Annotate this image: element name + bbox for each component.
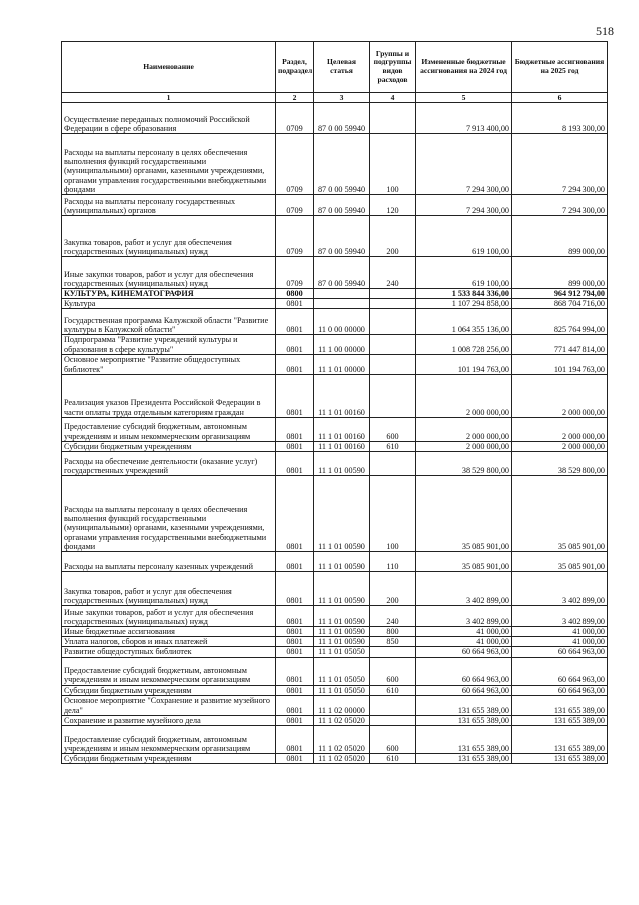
row-razdel: 0801 (276, 451, 314, 475)
row-target-article: 11 1 01 00590 (314, 637, 370, 647)
row-name: Субсидии бюджетным учреждениям (62, 441, 276, 451)
row-amount-2024: 35 085 901,00 (416, 551, 512, 571)
table-row (62, 309, 608, 335)
column-header: Целевая статья (314, 42, 370, 93)
row-name: Расходы на выплаты персоналу казенных учреждений (62, 551, 276, 571)
row-amount-2025: 825 764 994,00 (512, 309, 608, 335)
row-target-article: 11 1 01 00590 (314, 451, 370, 475)
row-target-article: 11 1 02 05020 (314, 753, 370, 763)
row-amount-2025: 60 664 963,00 (512, 657, 608, 685)
table-row (62, 647, 608, 657)
row-target-article: 87 0 00 59940 (314, 103, 370, 134)
row-razdel: 0801 (276, 657, 314, 685)
row-amount-2025: 3 402 899,00 (512, 571, 608, 605)
row-razdel: 0801 (276, 571, 314, 605)
row-expense-type: 850 (370, 637, 416, 647)
row-razdel: 0709 (276, 134, 314, 195)
row-amount-2025: 868 704 716,00 (512, 299, 608, 309)
table-row (62, 637, 608, 647)
row-name: Закупка товаров, работ и услуг для обеспечения государственных (муниципальных) нужд (62, 571, 276, 605)
row-expense-type (370, 647, 416, 657)
row-amount-2024: 1 064 355 136,00 (416, 309, 512, 335)
row-target-article: 11 1 01 05050 (314, 657, 370, 685)
table-row (62, 753, 608, 763)
row-amount-2025: 35 085 901,00 (512, 475, 608, 551)
row-target-article: 11 1 01 05050 (314, 685, 370, 695)
row-expense-type (370, 309, 416, 335)
table-row (62, 374, 608, 417)
row-amount-2024: 7 294 300,00 (416, 134, 512, 195)
row-razdel: 0709 (276, 103, 314, 134)
row-name: Развитие общедоступных библиотек (62, 647, 276, 657)
row-name: Основное мероприятие "Развитие общедоступных библиотек" (62, 354, 276, 374)
row-target-article (314, 299, 370, 309)
row-target-article: 11 1 01 00160 (314, 374, 370, 417)
table-row (62, 605, 608, 626)
row-amount-2024: 60 664 963,00 (416, 685, 512, 695)
table-row (62, 195, 608, 216)
row-expense-type: 800 (370, 626, 416, 636)
column-header: Бюджетные ассигнования на 2025 год (512, 42, 608, 93)
table-header-row (62, 42, 608, 93)
row-name: Закупка товаров, работ и услуг для обеспечения государственных (муниципальных) нужд (62, 216, 276, 257)
row-amount-2024: 60 664 963,00 (416, 657, 512, 685)
row-razdel: 0801 (276, 335, 314, 354)
table-row (62, 299, 608, 309)
table-row (62, 695, 608, 715)
row-target-article: 11 1 02 00000 (314, 695, 370, 715)
page-number: 518 (596, 24, 614, 38)
row-razdel: 0801 (276, 309, 314, 335)
row-name: Сохранение и развитие музейного дела (62, 715, 276, 725)
row-name: Реализация указов Президента Российской Федерации в части оплаты труда отдельным категориям граждан (62, 374, 276, 417)
row-name: Расходы на обеспечение деятельности (оказание услуг) государственных учреждений (62, 451, 276, 475)
row-razdel: 0801 (276, 626, 314, 636)
row-expense-type (370, 354, 416, 374)
row-amount-2025: 7 294 300,00 (512, 195, 608, 216)
table-row (62, 551, 608, 571)
row-expense-type (370, 715, 416, 725)
row-amount-2024: 60 664 963,00 (416, 647, 512, 657)
row-amount-2025: 2 000 000,00 (512, 441, 608, 451)
row-razdel: 0801 (276, 605, 314, 626)
row-amount-2024: 131 655 389,00 (416, 725, 512, 753)
row-expense-type (370, 103, 416, 134)
column-number: 5 (416, 93, 512, 103)
row-name: Уплата налогов, сборов и иных платежей (62, 637, 276, 647)
table-row (62, 289, 608, 299)
row-razdel: 0801 (276, 725, 314, 753)
row-target-article: 87 0 00 59940 (314, 134, 370, 195)
row-razdel: 0801 (276, 695, 314, 715)
row-name: Иные бюджетные ассигнования (62, 626, 276, 636)
table-row (62, 715, 608, 725)
row-target-article (314, 289, 370, 299)
table-row (62, 134, 608, 195)
column-header: Раздел, подраздел (276, 42, 314, 93)
row-expense-type: 610 (370, 685, 416, 695)
row-expense-type (370, 374, 416, 417)
row-amount-2024: 131 655 389,00 (416, 715, 512, 725)
column-header: Измененные бюджетные ассигнования на 2024 год (416, 42, 512, 93)
row-amount-2024: 1 107 294 858,00 (416, 299, 512, 309)
row-amount-2025: 2 000 000,00 (512, 374, 608, 417)
table-row (62, 354, 608, 374)
row-razdel: 0801 (276, 354, 314, 374)
row-razdel: 0801 (276, 685, 314, 695)
row-amount-2025: 131 655 389,00 (512, 753, 608, 763)
table-row (62, 475, 608, 551)
row-target-article: 87 0 00 59940 (314, 195, 370, 216)
row-amount-2024: 3 402 899,00 (416, 571, 512, 605)
row-target-article: 87 0 00 59940 (314, 257, 370, 289)
row-amount-2024: 619 100,00 (416, 216, 512, 257)
row-razdel: 0801 (276, 637, 314, 647)
row-amount-2025: 771 447 814,00 (512, 335, 608, 354)
row-amount-2025: 7 294 300,00 (512, 134, 608, 195)
row-name: Осуществление переданных полномочий Российской Федерации в сфере образования (62, 103, 276, 134)
row-expense-type: 120 (370, 195, 416, 216)
row-target-article: 11 1 00 00000 (314, 335, 370, 354)
table-row (62, 725, 608, 753)
row-expense-type: 200 (370, 571, 416, 605)
row-amount-2025: 131 655 389,00 (512, 695, 608, 715)
row-amount-2025: 899 000,00 (512, 257, 608, 289)
column-number-row (62, 93, 608, 103)
row-name: Культура (62, 299, 276, 309)
row-name: Предоставление субсидий бюджетным, автономным учреждениям и иным некоммерческим организациям (62, 417, 276, 441)
row-amount-2025: 41 000,00 (512, 626, 608, 636)
row-name: Расходы на выплаты персоналу государственных (муниципальных) органов (62, 195, 276, 216)
row-amount-2024: 131 655 389,00 (416, 695, 512, 715)
table-row (62, 451, 608, 475)
table-row (62, 417, 608, 441)
row-amount-2025: 101 194 763,00 (512, 354, 608, 374)
row-razdel: 0801 (276, 753, 314, 763)
row-razdel: 0801 (276, 441, 314, 451)
row-expense-type: 600 (370, 657, 416, 685)
row-razdel: 0800 (276, 289, 314, 299)
row-amount-2024: 2 000 000,00 (416, 374, 512, 417)
row-razdel: 0709 (276, 257, 314, 289)
row-target-article: 11 1 01 00590 (314, 605, 370, 626)
row-expense-type: 600 (370, 417, 416, 441)
row-target-article: 11 1 01 05050 (314, 647, 370, 657)
row-name: Субсидии бюджетным учреждениям (62, 685, 276, 695)
table-row (62, 103, 608, 134)
row-amount-2025: 131 655 389,00 (512, 715, 608, 725)
row-target-article: 87 0 00 59940 (314, 216, 370, 257)
column-number: 4 (370, 93, 416, 103)
row-target-article: 11 1 01 00590 (314, 551, 370, 571)
row-razdel: 0801 (276, 299, 314, 309)
row-name: Основное мероприятие "Сохранение и развитие музейного дела" (62, 695, 276, 715)
column-header: Наименование (62, 42, 276, 93)
row-amount-2025: 60 664 963,00 (512, 685, 608, 695)
row-amount-2025: 60 664 963,00 (512, 647, 608, 657)
row-amount-2024: 2 000 000,00 (416, 441, 512, 451)
budget-table (61, 41, 608, 764)
row-razdel: 0709 (276, 216, 314, 257)
row-amount-2024: 41 000,00 (416, 626, 512, 636)
row-amount-2024: 3 402 899,00 (416, 605, 512, 626)
row-expense-type (370, 299, 416, 309)
row-razdel: 0801 (276, 715, 314, 725)
row-amount-2025: 8 193 300,00 (512, 103, 608, 134)
row-target-article: 11 1 02 05020 (314, 715, 370, 725)
row-amount-2024: 38 529 800,00 (416, 451, 512, 475)
row-amount-2024: 35 085 901,00 (416, 475, 512, 551)
row-expense-type: 240 (370, 257, 416, 289)
row-name: Предоставление субсидий бюджетным, автономным учреждениям и иным некоммерческим организациям (62, 657, 276, 685)
row-amount-2024: 7 913 400,00 (416, 103, 512, 134)
row-razdel: 0801 (276, 475, 314, 551)
row-target-article: 11 1 01 00590 (314, 475, 370, 551)
row-expense-type: 100 (370, 134, 416, 195)
row-amount-2025: 899 000,00 (512, 216, 608, 257)
column-number: 6 (512, 93, 608, 103)
row-amount-2025: 38 529 800,00 (512, 451, 608, 475)
table-row (62, 216, 608, 257)
row-expense-type: 100 (370, 475, 416, 551)
row-expense-type: 610 (370, 753, 416, 763)
row-name: Иные закупки товаров, работ и услуг для обеспечения государственных (муниципальных) нужд (62, 257, 276, 289)
column-header: Группы и подгруппы видов расходов (370, 42, 416, 93)
row-amount-2025: 964 912 794,00 (512, 289, 608, 299)
row-name: Подпрограмма "Развитие учреждений культуры и образования в сфере культуры" (62, 335, 276, 354)
table-row (62, 571, 608, 605)
row-amount-2024: 101 194 763,00 (416, 354, 512, 374)
table-row (62, 335, 608, 354)
column-number: 1 (62, 93, 276, 103)
row-target-article: 11 0 00 00000 (314, 309, 370, 335)
row-expense-type (370, 695, 416, 715)
row-target-article: 11 1 01 00160 (314, 417, 370, 441)
row-amount-2025: 131 655 389,00 (512, 725, 608, 753)
table-row (62, 626, 608, 636)
row-target-article: 11 1 02 05020 (314, 725, 370, 753)
row-expense-type: 600 (370, 725, 416, 753)
table-row (62, 441, 608, 451)
row-name: Предоставление субсидий бюджетным, автономным учреждениям и иным некоммерческим организациям (62, 725, 276, 753)
table-row (62, 657, 608, 685)
column-number: 3 (314, 93, 370, 103)
row-amount-2024: 7 294 300,00 (416, 195, 512, 216)
row-amount-2024: 1 533 844 336,00 (416, 289, 512, 299)
row-name: Иные закупки товаров, работ и услуг для обеспечения государственных (муниципальных) нужд (62, 605, 276, 626)
row-razdel: 0801 (276, 417, 314, 441)
table-row (62, 685, 608, 695)
row-expense-type (370, 289, 416, 299)
row-razdel: 0801 (276, 374, 314, 417)
row-razdel: 0709 (276, 195, 314, 216)
row-name: Расходы на выплаты персоналу в целях обеспечения выполнения функций государственными (муниципальными) органами, казенными учреждениями, органами управления государственными внебюджетными фондами (62, 134, 276, 195)
row-razdel: 0801 (276, 647, 314, 657)
row-expense-type (370, 451, 416, 475)
row-amount-2024: 2 000 000,00 (416, 417, 512, 441)
row-expense-type: 200 (370, 216, 416, 257)
row-amount-2024: 619 100,00 (416, 257, 512, 289)
row-name: Расходы на выплаты персоналу в целях обеспечения выполнения функций государственными (муниципальными) органами, казенными учреждениями, органами управления государственными внебюджетными фондами (62, 475, 276, 551)
row-amount-2025: 2 000 000,00 (512, 417, 608, 441)
row-target-article: 11 1 01 00160 (314, 441, 370, 451)
row-name: Субсидии бюджетным учреждениям (62, 753, 276, 763)
row-target-article: 11 1 01 00590 (314, 571, 370, 605)
row-razdel: 0801 (276, 551, 314, 571)
row-name: Государственная программа Калужской области "Развитие культуры в Калужской области" (62, 309, 276, 335)
row-amount-2024: 1 008 728 256,00 (416, 335, 512, 354)
row-amount-2025: 35 085 901,00 (512, 551, 608, 571)
column-number: 2 (276, 93, 314, 103)
row-amount-2024: 131 655 389,00 (416, 753, 512, 763)
row-expense-type: 240 (370, 605, 416, 626)
row-expense-type (370, 335, 416, 354)
row-target-article: 11 1 01 00000 (314, 354, 370, 374)
row-amount-2024: 41 000,00 (416, 637, 512, 647)
row-target-article: 11 1 01 00590 (314, 626, 370, 636)
row-name: КУЛЬТУРА, КИНЕМАТОГРАФИЯ (62, 289, 276, 299)
table-row (62, 257, 608, 289)
row-expense-type: 610 (370, 441, 416, 451)
row-expense-type: 110 (370, 551, 416, 571)
row-amount-2025: 41 000,00 (512, 637, 608, 647)
row-amount-2025: 3 402 899,00 (512, 605, 608, 626)
